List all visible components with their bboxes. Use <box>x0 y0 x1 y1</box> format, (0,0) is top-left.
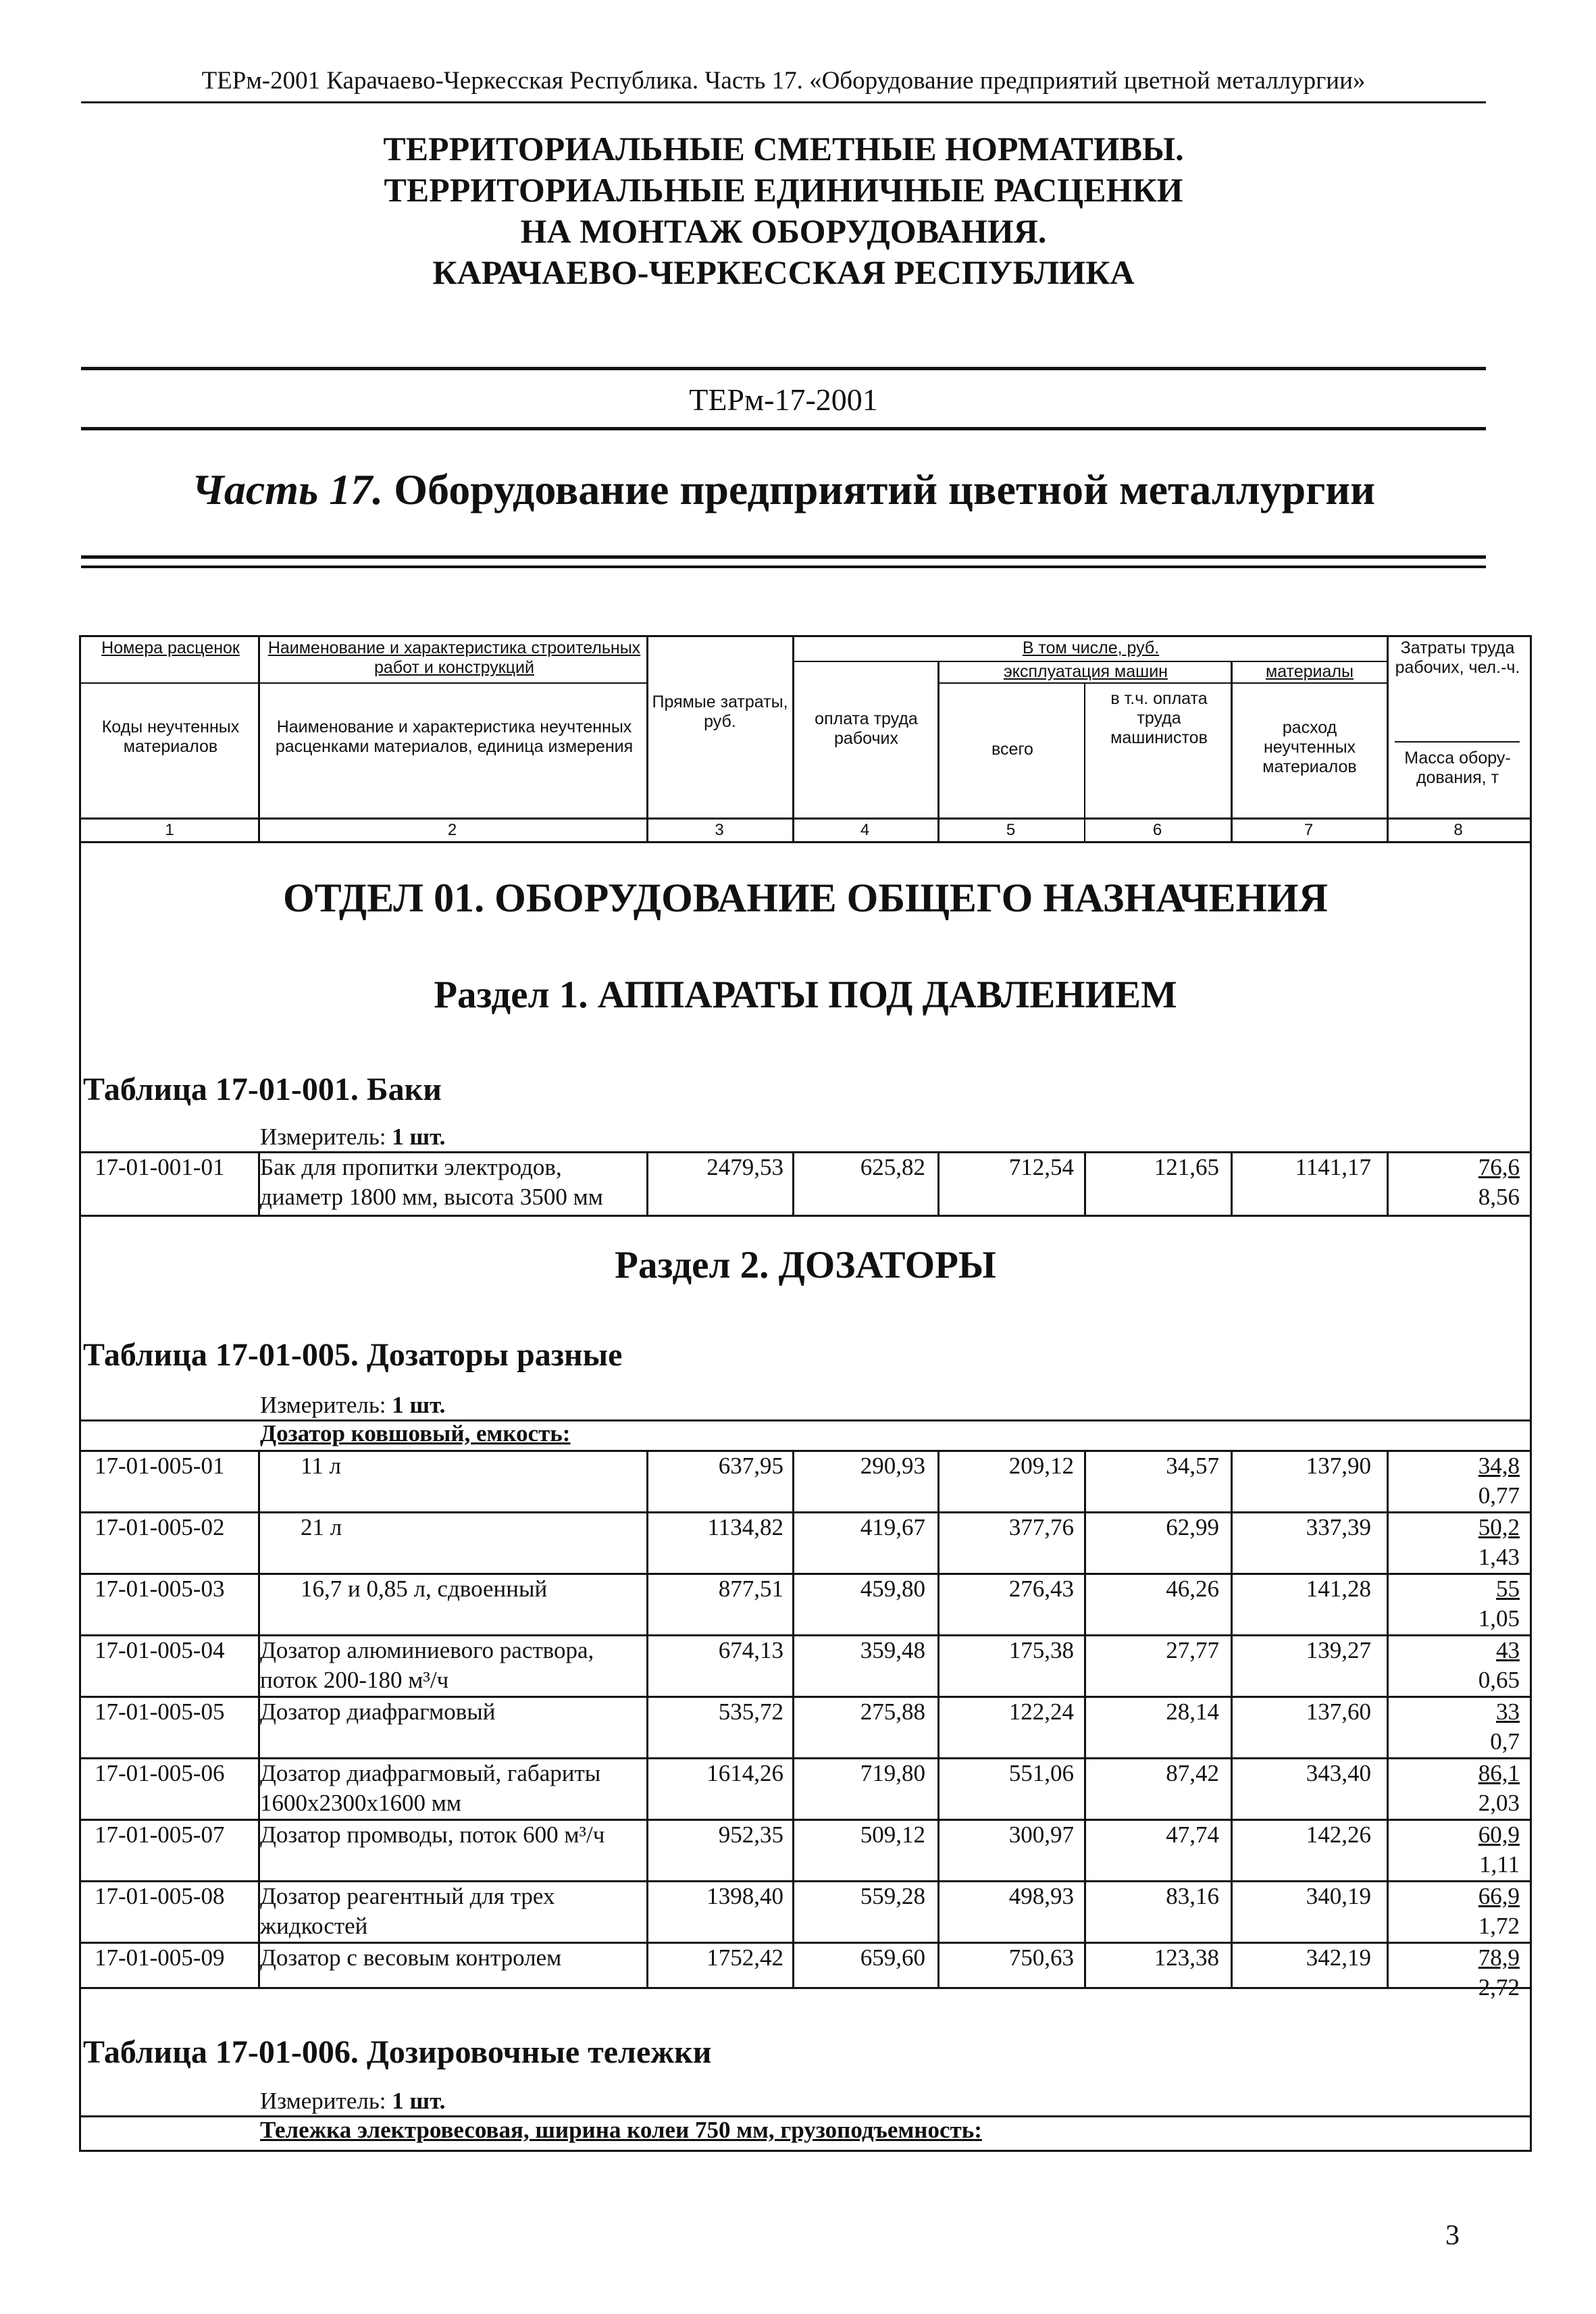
divider <box>81 367 1486 370</box>
materials-cost: 137,90 <box>1306 1453 1371 1479</box>
equipment-mass: 2,72 <box>1478 1974 1520 2001</box>
labor-pay: 625,82 <box>860 1154 925 1180</box>
direct-costs: 1614,26 <box>706 1760 783 1786</box>
labor-hours: 34,8 <box>1478 1453 1520 1479</box>
rate-code: 17-01-005-03 <box>95 1576 225 1602</box>
machines-total: 175,38 <box>1008 1637 1074 1663</box>
header-materials: материалы <box>1266 662 1354 681</box>
rate-name-line: Дозатор с весовым контролем <box>260 1944 562 1971</box>
machinists-pay: 46,26 <box>1166 1576 1219 1602</box>
double-divider <box>81 555 1486 568</box>
header-col2-top: Наименование и характеристика строительных работ и конструкций <box>267 638 641 677</box>
materials-cost: 337,39 <box>1306 1514 1371 1540</box>
page-number: 3 <box>1445 2220 1460 2251</box>
machines-total: 377,76 <box>1008 1514 1074 1540</box>
col-divider <box>792 635 794 841</box>
header-col1-top: Номера расценок <box>101 638 240 657</box>
labor-hours: 50,2 <box>1478 1514 1520 1540</box>
materials-cost: 137,60 <box>1306 1699 1371 1725</box>
labor-pay: 559,28 <box>860 1883 925 1909</box>
labor-pay: 419,67 <box>860 1514 925 1540</box>
unit-value: 1 шт. <box>392 1392 446 1418</box>
rate-name-line: 1600x2300x1600 мм <box>260 1790 462 1816</box>
running-header: ТЕРм-2001 Карачаево-Черкесская Республика. Часть 17. «Оборудование предприятий цветной металлургии» <box>201 67 1366 95</box>
labor-pay: 359,48 <box>860 1637 925 1663</box>
header-machinists-pay: в т.ч. оплата труда машинистов <box>1110 689 1208 747</box>
rate-code: 17-01-005-09 <box>95 1944 225 1971</box>
machines-total: 300,97 <box>1008 1821 1074 1848</box>
materials-cost: 141,28 <box>1306 1576 1371 1602</box>
section-heading: Раздел 1. АППАРАТЫ ПОД ДАВЛЕНИЕМ <box>434 974 1177 1016</box>
direct-costs: 1134,82 <box>707 1514 783 1540</box>
column-number: 1 <box>165 821 174 839</box>
col-divider <box>646 635 648 841</box>
column-number: 8 <box>1453 821 1463 839</box>
rate-code: 17-01-005-05 <box>95 1699 225 1725</box>
equipment-mass: 1,05 <box>1478 1605 1520 1632</box>
machinists-pay: 34,57 <box>1166 1453 1219 1479</box>
department-heading: ОТДЕЛ 01. ОБОРУДОВАНИЕ ОБЩЕГО НАЗНАЧЕНИЯ <box>282 876 1329 920</box>
subgroup-rule <box>937 682 1387 684</box>
equipment-mass: 8,56 <box>1478 1184 1520 1210</box>
rate-name-line: Бак для пропитки электродов, <box>260 1154 562 1180</box>
rate-code: 17-01-005-01 <box>95 1453 225 1479</box>
equipment-mass: 0,65 <box>1478 1667 1520 1693</box>
labor-pay: 719,80 <box>860 1760 925 1786</box>
part-title <box>81 465 1486 515</box>
header-labor-pay: оплата труда рабочих <box>815 709 918 748</box>
machines-total: 209,12 <box>1008 1453 1074 1479</box>
labor-hours: 60,9 <box>1478 1821 1520 1848</box>
direct-costs: 877,51 <box>718 1576 783 1602</box>
machinists-pay: 87,42 <box>1166 1760 1219 1786</box>
machines-total: 498,93 <box>1008 1883 1074 1909</box>
col2-split-rule <box>258 682 646 684</box>
rate-code: 17-01-005-06 <box>95 1760 225 1786</box>
unit-label: Измеритель: <box>260 2088 392 2114</box>
rate-name-line: Дозатор промводы, поток 600 м³/ч <box>260 1821 605 1848</box>
rate-name-line: 16,7 и 0,85 л, сдвоенный <box>301 1576 548 1602</box>
table-title: Таблица 17-01-001. Баки <box>83 1072 442 1107</box>
table-title: Таблица 17-01-005. Дозаторы разные <box>83 1337 623 1373</box>
header-labor-hours: Затраты труда рабочих, чел.-ч. <box>1395 638 1520 677</box>
labor-pay: 459,80 <box>860 1576 925 1602</box>
title-line: ТЕРРИТОРИАЛЬНЫЕ ЕДИНИЧНЫЕ РАСЦЕНКИ <box>384 171 1183 209</box>
col-divider <box>1387 635 1389 841</box>
materials-cost: 139,27 <box>1306 1637 1371 1663</box>
equipment-mass: 0,77 <box>1478 1482 1520 1509</box>
machines-total: 122,24 <box>1008 1699 1074 1725</box>
part-title-number: Часть 17. <box>191 466 384 513</box>
labor-hours: 76,6 <box>1478 1154 1520 1180</box>
col-divider <box>258 635 260 841</box>
header-including: В том числе, руб. <box>1022 638 1160 657</box>
labor-hours: 66,9 <box>1478 1883 1520 1909</box>
header-col2-bottom: Наименование и характеристика неучтенных расценками материалов, единица измерения <box>275 718 634 756</box>
col-divider <box>1231 661 1233 841</box>
title-line: НА МОНТАЖ ОБОРУДОВАНИЯ. <box>520 212 1047 250</box>
divider <box>81 427 1486 430</box>
labor-pay: 290,93 <box>860 1453 925 1479</box>
header-machines-total: всего <box>992 740 1033 759</box>
rate-name-line: поток 200-180 м³/ч <box>260 1667 449 1693</box>
machines-total: 712,54 <box>1008 1154 1074 1180</box>
col1-split-rule <box>81 682 258 684</box>
labor-pay: 509,12 <box>860 1821 925 1848</box>
materials-cost: 142,26 <box>1306 1821 1371 1848</box>
header-materials-expense: расход неучтенных материалов <box>1262 718 1357 776</box>
machinists-pay: 47,74 <box>1166 1821 1219 1848</box>
rate-name-line: 21 л <box>301 1514 342 1540</box>
unit-value: 1 шт. <box>392 1124 446 1150</box>
rate-code: 17-01-005-07 <box>95 1821 225 1848</box>
column-number: 7 <box>1304 821 1314 839</box>
machines-total: 750,63 <box>1008 1944 1074 1971</box>
machines-total: 551,06 <box>1008 1760 1074 1786</box>
rate-code: 17-01-005-08 <box>95 1883 225 1909</box>
materials-cost: 342,19 <box>1306 1944 1371 1971</box>
machinists-pay: 123,38 <box>1154 1944 1219 1971</box>
column-number: 5 <box>1006 821 1016 839</box>
rate-name-line: Дозатор диафрагмовый, габариты <box>260 1760 601 1786</box>
column-numbers-rule <box>79 841 1532 843</box>
header-direct-costs: Прямые затраты, руб. <box>652 693 788 731</box>
title-line: ТЕРРИТОРИАЛЬНЫЕ СМЕТНЫЕ НОРМАТИВЫ. <box>383 130 1184 168</box>
rate-name-line: диаметр 1800 мм, высота 3500 мм <box>260 1184 603 1210</box>
header-bottom-rule <box>79 818 1532 820</box>
rate-code: 17-01-005-04 <box>95 1637 225 1663</box>
table-title: Таблица 17-01-006. Дозировочные тележки <box>83 2034 712 2070</box>
labor-hours: 33 <box>1496 1699 1520 1725</box>
machinists-pay: 121,65 <box>1154 1154 1219 1180</box>
equipment-mass: 2,03 <box>1478 1790 1520 1816</box>
group-label: Тележка электровесовая, ширина колеи 750 мм, грузоподъемность: <box>260 2117 982 2143</box>
direct-costs: 952,35 <box>718 1821 783 1848</box>
rate-code: 17-01-001-01 <box>95 1154 225 1180</box>
column-number: 3 <box>715 821 724 839</box>
col-divider <box>1084 682 1085 841</box>
equipment-mass: 0,7 <box>1490 1728 1520 1755</box>
materials-cost: 340,19 <box>1306 1883 1371 1909</box>
unit-of-measure <box>260 1392 445 1419</box>
materials-cost: 343,40 <box>1306 1760 1371 1786</box>
equipment-mass: 1,11 <box>1479 1851 1520 1878</box>
column-number: 4 <box>860 821 870 839</box>
row-rule <box>79 1987 1532 1989</box>
labor-hours: 43 <box>1496 1637 1520 1663</box>
group-label: Дозатор ковшовый, емкость: <box>260 1420 571 1447</box>
direct-costs: 637,95 <box>718 1453 783 1479</box>
labor-pay: 275,88 <box>860 1699 925 1725</box>
header-machines: эксплуатация машин <box>1004 662 1168 681</box>
rate-name-line: Дозатор алюминиевого раствора, <box>260 1637 594 1663</box>
labor-hours: 86,1 <box>1478 1760 1520 1786</box>
column-number: 2 <box>447 821 457 839</box>
machines-total: 276,43 <box>1008 1576 1074 1602</box>
machinists-pay: 83,16 <box>1166 1883 1219 1909</box>
unit-label: Измеритель: <box>260 1124 392 1150</box>
machinists-pay: 27,77 <box>1166 1637 1219 1663</box>
part-title-text: Оборудование предприятий цветной металлургии <box>383 466 1376 513</box>
unit-label: Измеритель: <box>260 1392 392 1418</box>
column-number: 6 <box>1152 821 1162 839</box>
rate-name-line: Дозатор диафрагмовый <box>260 1699 496 1725</box>
header-equipment-mass: Масса обору-дования, т <box>1404 749 1511 787</box>
document-code: ТЕРм-17-2001 <box>689 382 878 417</box>
rate-code: 17-01-005-02 <box>95 1514 225 1540</box>
rate-name-line: Дозатор реагентный для трех <box>260 1883 555 1909</box>
rate-name-line: 11 л <box>301 1453 341 1479</box>
col-divider <box>937 661 939 841</box>
running-header-rule <box>81 101 1486 103</box>
labor-hours: 78,9 <box>1478 1944 1520 1971</box>
col8-split-rule <box>1395 741 1520 743</box>
direct-costs: 535,72 <box>718 1699 783 1725</box>
machinists-pay: 62,99 <box>1166 1514 1219 1540</box>
unit-value: 1 шт. <box>392 2088 446 2114</box>
labor-hours: 55 <box>1496 1576 1520 1602</box>
main-title <box>81 128 1486 293</box>
section-heading: Раздел 2. ДОЗАТОРЫ <box>615 1244 996 1286</box>
row-rule <box>79 1215 1532 1217</box>
equipment-mass: 1,72 <box>1478 1913 1520 1939</box>
machinists-pay: 28,14 <box>1166 1699 1219 1725</box>
unit-of-measure <box>260 1124 445 1151</box>
direct-costs: 674,13 <box>718 1637 783 1663</box>
equipment-mass: 1,43 <box>1478 1544 1520 1570</box>
unit-of-measure <box>260 2088 445 2115</box>
direct-costs: 1398,40 <box>706 1883 783 1909</box>
title-line: КАРАЧАЕВО-ЧЕРКЕССКАЯ РЕСПУБЛИКА <box>432 253 1135 291</box>
direct-costs: 1752,42 <box>706 1944 783 1971</box>
materials-cost: 1141,17 <box>1295 1154 1371 1180</box>
header-col1-bottom: Коды неучтенных материалов <box>101 718 240 756</box>
rate-name-line: жидкостей <box>260 1913 368 1939</box>
direct-costs: 2479,53 <box>706 1154 783 1180</box>
labor-pay: 659,60 <box>860 1944 925 1971</box>
